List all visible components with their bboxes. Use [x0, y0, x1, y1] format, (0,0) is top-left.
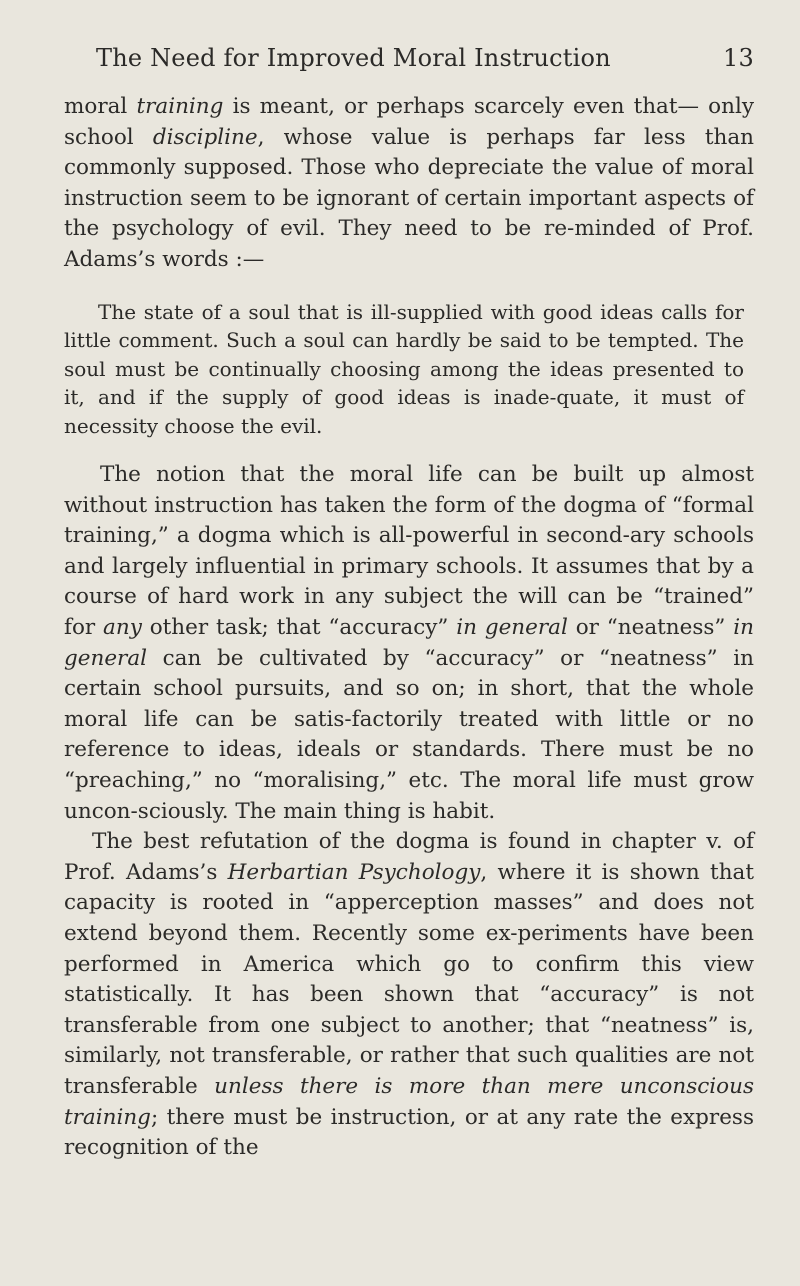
italic-run: any [103, 615, 142, 641]
text-run: moral [64, 94, 137, 119]
text-run: is meant, or perhaps scarcely even that— only school [64, 94, 754, 150]
italic-run: discipline [152, 124, 258, 150]
text-run: The notion that the moral life can be built up almost without instruction has taken the form of the dogma of “formal training,” a dogma which is all-powerful in second-ary schools and largely influential in primary schools. It assumes that by a course of hard work in any subject the will can be “trained” for [64, 462, 754, 641]
text-run: , where it is shown that capacity is rooted in “apperception masses” and does not extend beyond them. Recently some ex-periments have been performed in America which go to confirm this view statistically. It has been shown that “accuracy” is not transferable from one subject to another; that “neatness” is, similarly, not transferable, or rather that such qualities are not transferable [64, 859, 754, 1099]
italic-run: Herbartian Psychology [227, 859, 481, 885]
text-run: other task; that “accuracy” [141, 615, 457, 641]
text-run: , whose value is perhaps far less than commonly supposed. Those who depreciate the value of moral instruction seem to be ignorant of certain important aspects of the psychology of evil. They need to be re-minded of Prof. Adams’s words :— [64, 124, 754, 272]
italic-run: in general [456, 615, 568, 641]
running-title: The Need for Improved Moral Instruction [96, 44, 611, 72]
text-run: ; there must be instruction, or at any rate the express recognition of the [64, 1104, 754, 1161]
text-run: can be cultivated by “accuracy” or “neatness” in certain school pursuits, and so on; in short, that the whole moral life can be satis-factorily treated with little or no reference to ideas, ideals or standards. There must be no “preaching,” no “moralising,” etc. The moral life must grow uncon-sciously. The main thing is habit. [64, 645, 754, 824]
block-quote: The state of a soul that is ill-supplied with good ideas calls for little comment. Such a soul can hardly be said to be tempted. The soul must be continually choosing among the ideas presented to it, and if the supply of good ideas is inade-quate, it must of necessity choose the evil. [64, 299, 744, 438]
text-run: or “neatness” [567, 615, 734, 641]
paragraph-1 [64, 92, 754, 276]
italic-run: unless there is more than mere unconscious training [64, 1073, 754, 1130]
italic-run: in general [64, 615, 755, 671]
paragraph-3 [64, 827, 754, 1164]
paragraph-2 [64, 460, 754, 827]
page-body [64, 92, 754, 1164]
text-run: The best refutation of the dogma is found in chapter v. of Prof. Adams’s [64, 829, 754, 885]
page-number: 13 [723, 44, 754, 72]
italic-run: training [136, 94, 224, 119]
running-header [64, 0, 754, 72]
